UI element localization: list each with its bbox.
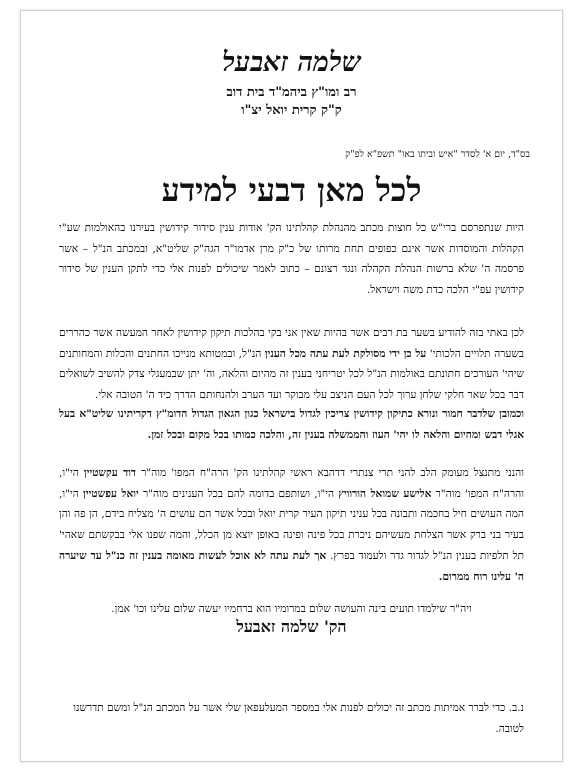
letter-page [20, 10, 563, 762]
paragraph-4-text-a: והנני מתנצל מעומק הלב להני תרי צנתרי דדהבא ראשי קהלתינו הק' הרה"ח המפו' מוה"ר [136, 467, 524, 479]
letterhead-name: שלמה זאבעל [222, 47, 361, 78]
footnote: נ.ב. כדי לברר אמיתות מכתב זה יכולים לפנות אלי במספר המעלעפאן שלי אשר על המכתב הנ"ל ומשם תדרשנו לטובה. [73, 702, 524, 735]
paragraph-4-bold-end: אך לעת עתה לא אוכל לעשות מאומה בענין זה כנ"ל עד שיערה ה' עלינו רוח ממרום. [59, 549, 524, 583]
paragraph-5: ויה"ר שילמדו תועים בינה והעושה שלום במרומיו הוא ברחמיו יעשה שלום עלינו וכו' אמן. [111, 603, 472, 615]
signature: הק' שלמה זאבעל [236, 617, 347, 636]
paragraph-4-text-c: הי"ו, והרה"ח המפו' מוה"ר [59, 467, 524, 500]
paragraph-4-text-e: הי"ו, ושותפם בדומה להם בכל הענינים מוה"ר [138, 487, 339, 500]
paragraph-3: וכמובן שלדבר חמור ונורא כתיקון קידושין צריכין לגדול בישראל כגון הגאון הגדול הדומ"ץ דקריתינו שליט"א בעל אגלי דבש ומהיום והלאה לו יהי' העוז והממשלה בענין זה, והלכה כמותו בכל מקום ובכל זמן. [59, 408, 524, 441]
paragraph-4 [59, 463, 524, 587]
paragraph-4-name-2: אלישע שמואל הורוויץ [338, 487, 432, 500]
letterhead-title: רב ומו"ץ ביהמ"ד בית דוב [226, 85, 357, 100]
paragraph-2-text-a: לכן באתי בזה להודיע בשער בת רבים אשר בהיות שאין אני בקי בהלכות תיקון קידושין לאחר המעשה אשר כהררים בשערה תלויים הלכותי' [59, 327, 524, 360]
paragraph-4-name-3: יואל עפשטיין [83, 487, 139, 500]
paragraph-2-text-c: הנ"ל, ובמטותא מנייכו החתנים והכלות והמחותנים שיהי' העורכים חתונתם באולמות הנ"ל לכל יטריחני בענין זה מהיום והלאה, וה' יתן שבמעגלי צדק להשיב לשואלים דבר בכל שאר חלקי שלחן ערוך לכל העם הניצב עלי מבוקר ועד הערב ולהנחותם הדרך כיד ה' הטובה אלי. [59, 347, 524, 402]
main-title: לכל מאן דבעי למידע [161, 171, 422, 209]
paragraph-4-name-1: דוד עקשטיין [83, 467, 136, 479]
paragraph-2-bold: על כן ידי מסולקת לעת עתה מכל הענין [264, 347, 427, 360]
paragraph-1: היות שנתפרסם ברי"ש כל חוצות מכתב מהנהלת קהלתינו הק' אודות ענין סידור קידושין בעירנו בהאולמות שע"י הקהלות והמוסדות אשר אינם כפופים תחת מרותו של כ"ק מרן אדמו"ר הגה"ק שליט"א, ובמכתב הנ"ל – אשר פרסמה ה' שלא ברשות הנהלת הקהלה ונגד רצונם – כתוב לאמר שיכולים לפנות אלי כדי לתקן הענין של סידור קידושין עפ"י הלכה כדת משה וישראל. [59, 222, 524, 297]
paragraph-4-text-g: הי"ו, המה העושים חיל בחכמה ותבונה בכל עניני תיקון העיר קרית יואל ובכל אשר הם עושים ה' מצליח בידם, הן פה והן בעיר בני ברק אשר הצלחת מעשיהם ניכרת בכל פינה ופינה באופן יוצא מן הכלל, והמה שפנו אלי בבקשתם שאהי' תל תלפיות בענין הנ"ל לגדור גדר ולעמוד בפרץ. [59, 487, 524, 562]
date-line: בס"ד, יום א' לסדר "איש וביתו באו" תשפ"א לפ"ק [345, 149, 530, 160]
paragraph-2 [59, 323, 524, 406]
letterhead-city: ק"ק קרית יואל יצ"ו [241, 103, 342, 118]
